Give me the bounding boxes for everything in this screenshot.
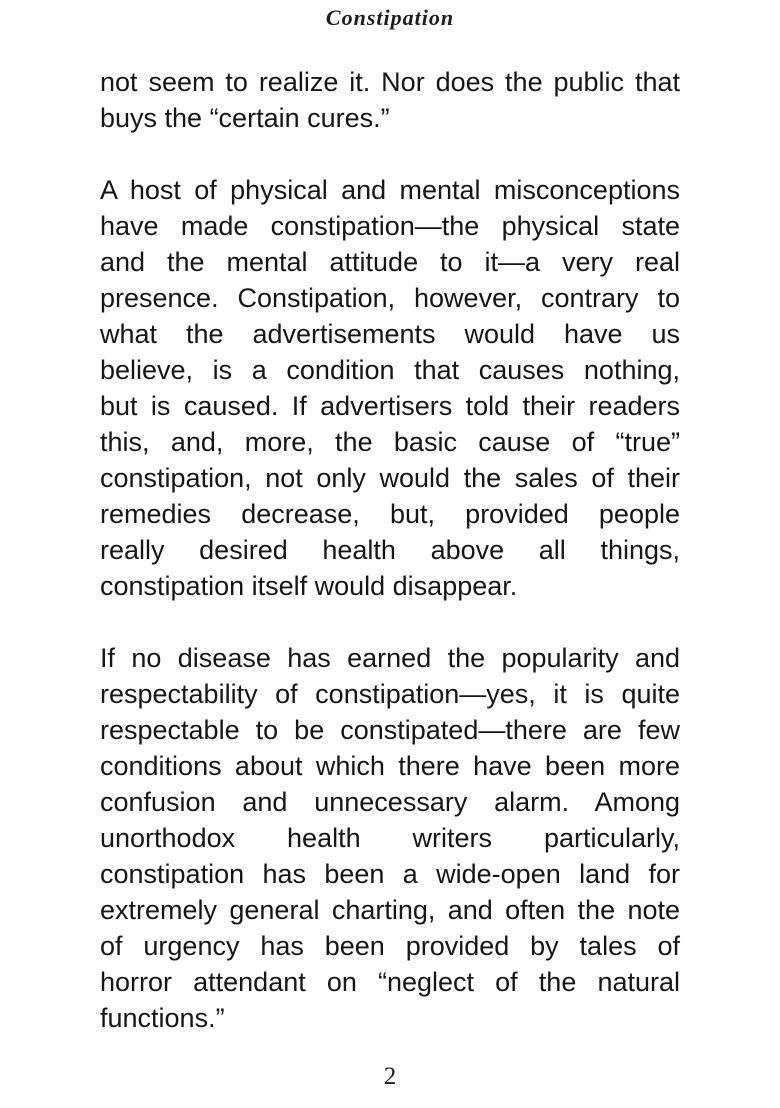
- text-line: buys the “certain cures.”: [100, 103, 390, 133]
- text-line: confusion and unnecessary alarm. Among: [100, 787, 680, 817]
- page-number: 2: [383, 1063, 397, 1090]
- text-line: this, and, more, the basic cause of “true”: [100, 427, 680, 457]
- text-line: constipation has been a wide-open land for: [100, 859, 680, 889]
- text-line: functions.”: [100, 1003, 225, 1033]
- paragraph: [100, 172, 680, 604]
- text-line: respectable to be constipated—there are few: [100, 715, 680, 745]
- text-line: really desired health above all things,: [100, 535, 680, 565]
- running-header: Constipation: [325, 5, 455, 30]
- text-line: horror attendant on “neglect of the natural: [100, 967, 680, 997]
- text-line: unorthodox health writers particularly,: [100, 823, 680, 853]
- text-line: respectability of constipation—yes, it is quite: [100, 679, 680, 709]
- text-line: of urgency has been provided by tales of: [100, 931, 680, 961]
- text-line: constipation, not only would the sales of their: [100, 463, 680, 493]
- text-line: but is caused. If advertisers told their readers: [100, 391, 680, 421]
- text-line: what the advertisements would have us: [100, 319, 680, 349]
- text-line: not seem to realize it. Nor does the public that: [100, 67, 680, 97]
- text-line: remedies decrease, but, provided people: [100, 499, 680, 529]
- paragraph: [100, 64, 680, 136]
- text-line: and the mental attitude to it—a very real: [100, 247, 680, 277]
- paragraph: [100, 640, 680, 1036]
- text-line: constipation itself would disappear.: [100, 571, 518, 601]
- text-line: conditions about which there have been more: [100, 751, 680, 781]
- text-line: have made constipation—the physical state: [100, 211, 680, 241]
- text-line: presence. Constipation, however, contrary to: [100, 283, 680, 313]
- text-line: A host of physical and mental misconceptions: [100, 175, 680, 205]
- text-line: If no disease has earned the popularity and: [100, 643, 680, 673]
- page-body: [100, 64, 680, 1036]
- text-line: believe, is a condition that causes nothing,: [100, 355, 680, 385]
- text-line: extremely general charting, and often the note: [100, 895, 680, 925]
